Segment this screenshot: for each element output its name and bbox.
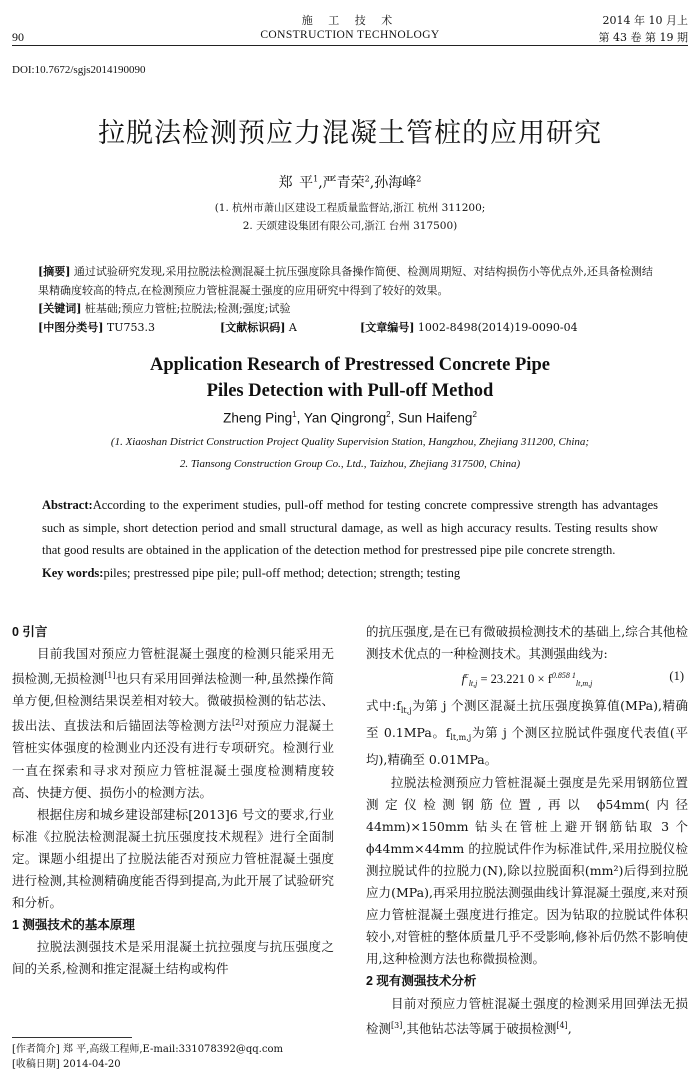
footnote-author — [12, 1040, 283, 1055]
header-rule — [12, 45, 688, 46]
citation[interactable]: [3] — [391, 1020, 403, 1030]
doc-code-label: [文献标识码] — [220, 320, 286, 334]
author-2-aff: 2 — [364, 174, 370, 184]
abstract-en — [42, 494, 658, 562]
abstract-cn-text: 通过试验研究发现,采用拉脱法检测混凝土抗压强度除具备操作简便、检测周期短、对结构损伤小等优点外,还具备检测结果精确度较高的特点,在检测预应力管桩混凝土强度的应用研究中得到了较好的效果。 — [38, 265, 653, 297]
eq-lhs: f — [461, 672, 466, 687]
keywords-cn-label: [关键词] — [38, 302, 82, 315]
keywords-en — [42, 562, 658, 585]
author-sep: , — [369, 175, 375, 191]
author-en-1-aff: 1 — [292, 410, 297, 419]
subscript: lt,j — [400, 706, 412, 716]
paragraph — [12, 643, 334, 804]
footnote-author-label: [作者简介] — [12, 1044, 60, 1055]
abstract-en-text: According to the experiment studies, pull-off method for testing concrete compressive strength has advantages such as simple, short detection period and small structural damage, as well as high accuracy results. Testing results show that good results are obtained in the application of the detection method for prestressed pipe pile concrete strength. — [42, 498, 658, 557]
clc-value: TU753.3 — [106, 320, 156, 334]
keywords-en-label: Key words: — [42, 565, 104, 580]
eq-rhs-sub: lt,m,j — [575, 679, 593, 689]
footnote-received-text: 2014-04-20 — [63, 1059, 121, 1070]
author-en-2-aff: 2 — [386, 410, 391, 419]
title-cn: 拉脱法检测预应力混凝土管桩的应用研究 — [98, 118, 602, 149]
authors-cn — [0, 172, 700, 192]
author-en-2: Yan Qingrong — [303, 410, 387, 426]
abstract-en-label: Abstract: — [42, 498, 93, 512]
equation-number: (1) — [669, 669, 684, 684]
footnote-received — [12, 1055, 121, 1070]
text: 为第 j 个测区混凝土抗压强度换算值(MPa),精确至 0.1MPa。f — [366, 698, 688, 741]
classification-row — [38, 319, 662, 338]
affiliation-cn-1: (1. 杭州市萧山区建设工程质量监督站,浙江 杭州 311200; — [214, 202, 486, 214]
citation[interactable]: [1] — [104, 671, 116, 681]
authors-en: Zheng Ping$^1$, Yan Qingrong$^2$, Sun Haifeng$^2$ — [223, 410, 477, 426]
doi[interactable]: DOI:10.7672/sgjs2014190090 — [12, 64, 146, 76]
author-1: 郑 平 — [278, 175, 314, 191]
article-no-value: 1002-8498(2014)19-0090-04 — [417, 320, 578, 334]
citation[interactable]: [2] — [232, 718, 244, 728]
section-heading-0: 0 引言 — [12, 625, 48, 639]
article-no-label: [文章编号] — [360, 320, 415, 334]
eq-rhs-sup: 0.858 1 — [551, 671, 576, 681]
text: 目前我国对预应力管桩混凝土强度的检测只能采用无损检测,无损检测 — [12, 646, 334, 687]
eq-lhs-sup: c — [465, 671, 469, 681]
paragraph: 根据住房和城乡建设部建标[2013]6 号文的要求,行业标准《拉脱法检测混凝土抗压强度技术规程》进行全面制定。课题小组提出了拉脱法能否对预应力管桩混凝土强度进行检测,其检测精确度能否得到提高,为此开展了试验研究和分析。 — [12, 806, 334, 911]
paragraph — [366, 695, 688, 771]
text: 也只有采用回弹法检测一种,虽然操作简单方便,但检测结果误差相对较大。微破损检测的钻芯法、拔出法、直拔法和后锚固法等检测方法 — [12, 671, 334, 734]
equation-1 — [366, 665, 688, 695]
keywords-cn-text: 桩基础;预应力管桩;拉脱法;检测;强度;试验 — [84, 302, 291, 315]
author-3: 孙海峰 — [374, 175, 417, 191]
title-en — [0, 352, 700, 404]
keywords-cn — [38, 300, 662, 319]
body-column-right — [366, 621, 688, 1040]
author-2: 严青荣 — [322, 175, 365, 191]
affiliation-en-1: (1. Xiaoshan District Construction Project Quality Supervision Station, Hangzhou, Zhejiang 311200, China; — [110, 436, 590, 448]
author-sep: , — [318, 175, 323, 191]
section-heading-1: 1 测强技术的基本原理 — [12, 918, 135, 933]
journal-name-en: CONSTRUCTION TECHNOLOGY — [260, 29, 440, 41]
title-en-line-1: Application Research of Prestressed Concrete Pipe — [150, 355, 550, 375]
doc-code-value: A — [288, 320, 297, 334]
eq-rhs: = 23.221 0 × f — [480, 672, 552, 687]
keywords-en-text: piles; prestressed pipe pile; pull-off method; detection; strength; testing — [103, 565, 461, 580]
author-1-aff: 1 — [313, 174, 319, 184]
author-en-3: Sun Haifeng — [398, 410, 473, 426]
footnote-received-label: [收稿日期] — [12, 1059, 60, 1070]
paragraph — [366, 993, 688, 1040]
text: 对预应力混凝土管桩实体强度的检测业内还没有进行专项研究。检测行业一直在探索和寻求对预应力管桩混凝土强度检测精度较高、快捷方便、损伤小的检测方法。 — [12, 718, 334, 800]
abstract-cn — [38, 263, 662, 300]
text: 目前对预应力管桩混凝土强度的检测采用回弹法无损检测 — [366, 995, 688, 1036]
paragraph: 拉脱法测强技术是采用混凝土抗拉强度与抗压强度之间的关系,检测和推定混凝土结构或构件 — [12, 939, 334, 977]
text: , — [567, 1020, 572, 1036]
affiliation-cn-2: 2. 天颂建设集团有限公司,浙江 台州 317500) — [242, 220, 458, 232]
issue-date: 2014 年 10 月上 — [602, 14, 688, 27]
body-column-left — [12, 621, 334, 981]
text: ,其他钻芯法等属于破损检测 — [402, 1020, 557, 1036]
footnote-author-text: 郑 平,高级工程师,E-mail:331078392@qq.com — [63, 1044, 283, 1055]
abstract-en-block — [42, 494, 658, 584]
author-en-1: Zheng Ping — [223, 410, 293, 426]
abstract-cn-label: [摘要] — [38, 265, 71, 278]
paragraph: 拉脱法检测预应力管桩混凝土强度是先采用钢筋位置测定仪检测钢筋位置,再以 ϕ54mm(内径 44mm)×150mm 钻头在管桩上避开钢筋钻取 3 个 ϕ44mm×44mm 的拉脱试件作为标准试件,采用拉脱仪检测拉脱试件的拉脱力(N),除以拉脱面积(mm²)后得到拉脱应力(MPa),再采用拉脱法测强曲线计算混凝土强度,来对预应力管桩混凝土强度进行推定。因为钻取的拉脱试件体积较小,对管桩的整体质量几乎不受影响,修补后仍然不影响使用,这种检测方法也称微损检测。 — [366, 774, 688, 967]
title-en-line-2: Piles Detection with Pull-off Method — [206, 381, 494, 401]
running-header — [12, 10, 688, 44]
eq-lhs-sub: lt,j — [468, 679, 478, 689]
citation[interactable]: [4] — [556, 1020, 568, 1030]
page-number: 90 — [12, 30, 24, 44]
affiliation-en-2: 2. Tiansong Construction Group Co., Ltd., Taizhou, Zhejiang 317500, China) — [179, 458, 521, 470]
author-3-aff: 2 — [416, 174, 422, 184]
abstract-cn-block — [38, 263, 662, 337]
text: 为第 j 个测区拉脱试件强度代表值(平均),精确至 0.01MPa。 — [366, 725, 688, 768]
author-en-3-aff: 2 — [472, 410, 477, 419]
paragraph: 的抗压强度,是在已有微破损检测技术的基础上,综合其他检测技术优点的一种检测技术。其测强曲线为: — [366, 624, 688, 662]
footnote-rule — [12, 1037, 132, 1038]
section-heading-2: 2 现有测强技术分析 — [366, 974, 477, 989]
issue-volume: 第 43 卷 第 19 期 — [598, 31, 688, 44]
subscript: lt,m,j — [450, 733, 472, 743]
text: 式中:f — [366, 698, 401, 714]
clc-label: [中图分类号] — [38, 320, 104, 334]
journal-name-cn: 施 工 技 术 — [301, 14, 399, 27]
